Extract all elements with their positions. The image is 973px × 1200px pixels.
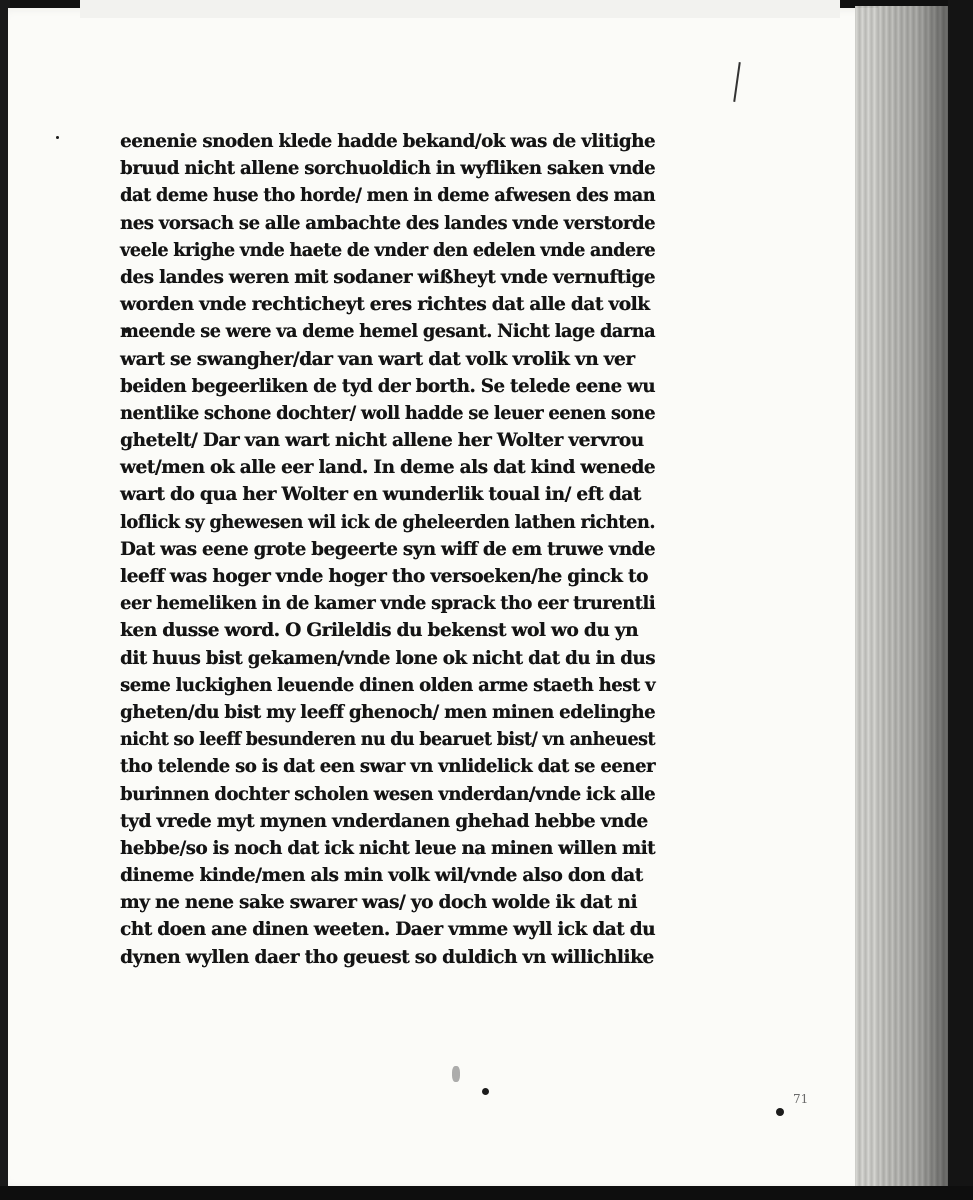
text-line: loflick sy ghewesen wil ick de gheleerden lathen richten. — [120, 511, 655, 533]
text-line: nicht so leeff besunderen nu du bearuet bist/ vn anheuest — [120, 729, 655, 751]
bottom-scan-border — [0, 1186, 973, 1200]
text-line: hebbe/so is noch dat ick nicht leue na minen willen mit — [120, 837, 655, 859]
text-line: dit huus bist gekamen/vnde lone ok nicht dat du in dus — [120, 647, 655, 669]
text-line: gheten/du bist my leeff ghenoch/ men minen edelinghe — [120, 701, 656, 723]
text-line: ken dusse word. O Grileldis du bekenst wol wo du yn — [120, 620, 638, 642]
fore-edge-shadow — [880, 6, 955, 1188]
ink-speck — [482, 1088, 489, 1095]
ink-speck — [56, 136, 59, 139]
text-line: eer hemeliken in de kamer vnde sprack tho eer trurentli — [120, 593, 655, 615]
top-page-strip — [80, 0, 840, 18]
text-line: seme luckighen leuende dinen olden arme staeth hest v — [120, 674, 655, 696]
ink-smudge — [452, 1066, 460, 1082]
text-line: worden vnde rechticheyt eres richtes dat alle dat volk — [120, 294, 650, 316]
text-line: meende se were va deme hemel gesant. Nicht lage darna — [120, 321, 655, 343]
text-line: ghetelt/ Dar van wart nicht allene her Wolter vervrou — [120, 430, 644, 452]
text-line: wart se swangher/dar van wart dat volk vrolik vn ver — [120, 348, 635, 370]
text-line: leeff was hoger vnde hoger tho versoeken/he ginck to — [120, 566, 648, 587]
right-scan-border — [948, 0, 973, 1200]
blackletter-text-block — [120, 128, 680, 971]
folio-number: 71 — [793, 1092, 809, 1106]
text-line: tyd vrede myt mynen vnderdanen ghehad hebbe vnde — [120, 810, 648, 832]
text-line: nentlike schone dochter/ woll hadde se leuer eenen sone — [120, 402, 656, 424]
text-line: wet/men ok alle eer land. In deme als dat kind wenede — [120, 457, 656, 479]
text-line: des landes weren mit sodaner wißheyt vnde vernuftige — [120, 266, 655, 288]
text-line: cht doen ane dinen weeten. Daer vmme wyll ick dat du — [120, 919, 655, 941]
text-line: wart do qua her Wolter en wunderlik toual in/ eft dat — [120, 484, 641, 506]
text-line: beiden begeerliken de tyd der borth. Se telede eene wu — [120, 375, 655, 397]
text-line: eenenie snoden klede hadde bekand/ok was de vlitighe — [120, 131, 656, 152]
text-line: veele krighe vnde haete de vnder den edelen vnde andere — [120, 239, 655, 261]
text-line: dineme kinde/men als min volk wil/vnde also don dat — [120, 865, 643, 887]
ink-speck — [776, 1108, 784, 1116]
text-line: nes vorsach se alle ambachte des landes vnde verstorde — [120, 212, 656, 234]
text-line: bruud nicht allene sorchuoldich in wyfliken saken vnde — [120, 158, 656, 180]
text-line: tho telende so is dat een swar vn vnlidelick dat se eener — [120, 756, 655, 778]
text-line: Dat was eene grote begeerte syn wiff de em truwe vnde — [120, 538, 655, 560]
text-line: burinnen dochter scholen wesen vnderdan/vnde ick alle — [120, 783, 656, 805]
text-line: my ne nene sake swarer was/ yo doch wolde ik dat ni — [120, 892, 637, 914]
text-line: dynen wyllen daer tho geuest so duldich vn willichlike — [120, 946, 654, 968]
text-line: dat deme huse tho horde/ men in deme afwesen des man — [120, 185, 656, 207]
